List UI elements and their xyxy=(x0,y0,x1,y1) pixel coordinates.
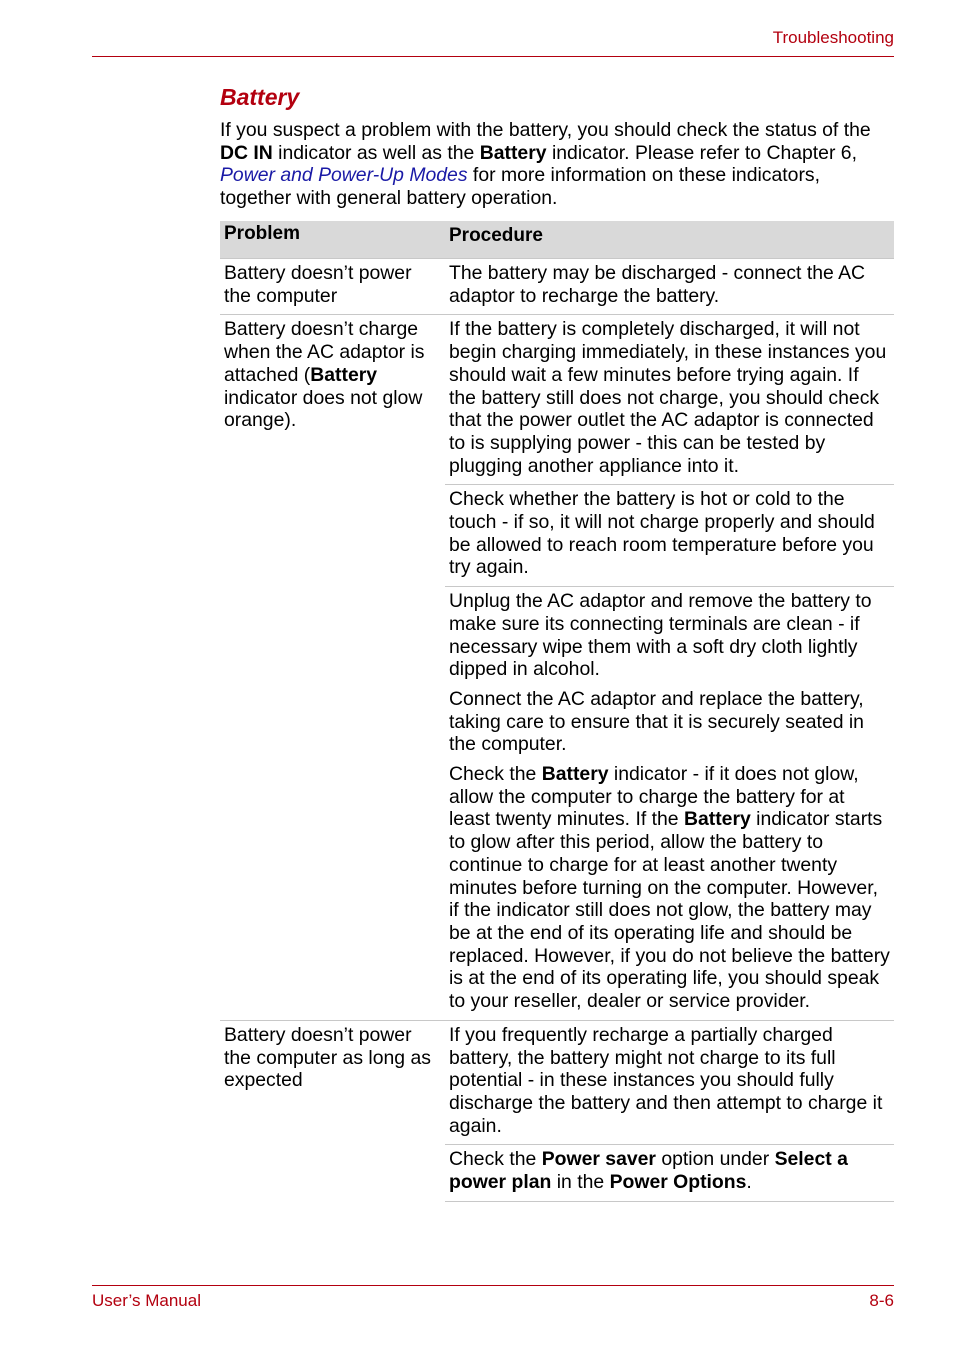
procedure-text: option under xyxy=(655,1148,775,1171)
intro-text: indicator as well as the xyxy=(272,141,480,164)
table-row xyxy=(220,259,894,315)
table-row xyxy=(220,315,894,485)
procedure-cell xyxy=(445,763,894,1020)
procedure-text: indicator starts to glow after this period, allow the battery to continue to charge for at least another twenty minutes before turning on the computer. However, if the indicator still does not glow, the battery may be at the end of its operating life and should be replaced. However, if you do not believe the battery is at the end of its operating life, you should speak to your reseller, dealer or service provider. xyxy=(449,808,890,1013)
table-row xyxy=(220,1020,894,1145)
column-header-problem: Problem xyxy=(220,221,445,259)
procedure-cell: Unplug the AC adaptor and remove the battery to make sure its connecting terminals are clean - if necessary wipe them with a soft dry cloth lightly dipped in alcohol. xyxy=(445,587,894,688)
battery-term: Battery xyxy=(310,363,378,386)
procedure-cell: If you frequently recharge a partially charged battery, the battery might not charge to its full potential - in these instances you should fully discharge the battery and then attempt to charge it again. xyxy=(445,1020,894,1145)
running-header: Troubleshooting xyxy=(772,28,894,47)
procedure-text: indicator - if it does not glow, allow the computer to charge the battery for at least twenty minutes. If the xyxy=(449,763,859,831)
header-rule xyxy=(92,56,894,57)
chapter-link[interactable]: Power and Power-Up Modes xyxy=(220,164,468,187)
column-header-procedure: Procedure xyxy=(445,221,894,259)
problem-cell: Battery doesn’t power the computer xyxy=(220,259,445,315)
procedure-text: . xyxy=(746,1171,752,1194)
intro-text: for more information on these indicators, together with general battery operation. xyxy=(220,164,820,210)
page-number: 8-6 xyxy=(869,1291,894,1310)
battery-term: Battery xyxy=(541,763,609,786)
problem-text: indicator does not glow orange). xyxy=(224,386,423,432)
procedure-cell: Check whether the battery is hot or cold to the touch - if so, it will not charge properly and should be allowed to reach room temperature before you try again. xyxy=(445,485,894,587)
procedure-text: Check the xyxy=(449,763,542,786)
troubleshooting-table xyxy=(220,221,894,1202)
footer-rule xyxy=(92,1285,894,1286)
problem-text: Battery doesn’t charge when the AC adaptor is attached ( xyxy=(224,318,425,386)
procedure-text: in the xyxy=(551,1171,610,1194)
procedure-cell: Connect the AC adaptor and replace the battery, taking care to ensure that it is securely seated in the computer. xyxy=(449,687,864,756)
section-title: Battery xyxy=(220,84,300,110)
select-power-plan-term: Select a power plan xyxy=(449,1148,848,1194)
problem-cell: Battery doesn’t power the computer as long as expected xyxy=(220,1020,445,1201)
power-options-term: Power Options xyxy=(609,1171,747,1194)
problem-cell xyxy=(220,315,445,1020)
dc-in-term: DC IN xyxy=(220,141,273,164)
battery-term: Battery xyxy=(683,808,751,831)
intro-text: If you suspect a problem with the battery, you should check the status of the xyxy=(220,119,871,141)
intro-paragraph xyxy=(220,119,894,210)
battery-term: Battery xyxy=(479,141,547,164)
footer-manual-title: User’s Manual xyxy=(92,1291,201,1310)
power-saver-term: Power saver xyxy=(541,1148,656,1171)
procedure-cell xyxy=(445,1145,894,1201)
table-header-row xyxy=(220,221,894,259)
procedure-cell: The battery may be discharged - connect the AC adaptor to recharge the battery. xyxy=(445,259,894,315)
intro-text: indicator. Please refer to Chapter 6, xyxy=(546,141,857,164)
procedure-text: Check the xyxy=(449,1148,542,1171)
procedure-cell: If the battery is completely discharged, it will not begin charging immediately, in these instances you should wait a few minutes before trying again. If the battery still does not charge, you should check that the power outlet the AC adaptor is connected to is supplying power - this can be tested by plugging another appliance into it. xyxy=(445,315,894,485)
